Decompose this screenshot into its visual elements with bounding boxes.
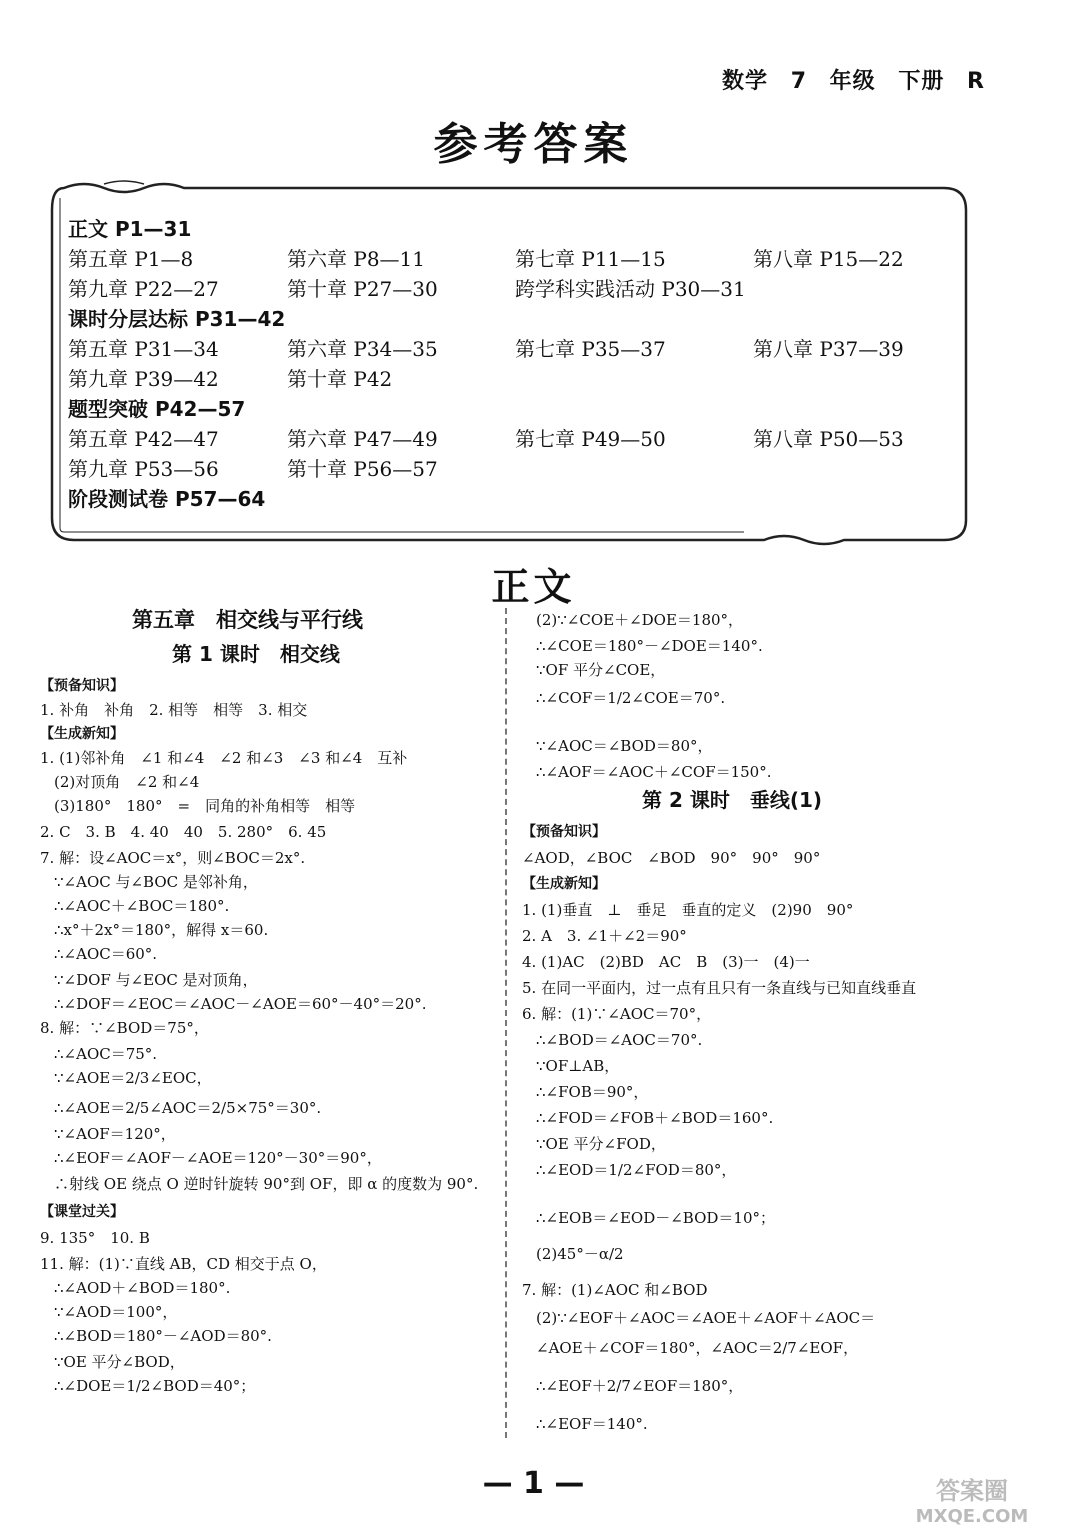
answer-line: (2)∵∠COE＋∠DOE＝180°，: [536, 611, 744, 629]
answer-line: ∴∠EOF＋2/7∠EOF＝180°，: [536, 1377, 744, 1395]
answer-line: ∵∠AOE＝2/3∠EOC，: [54, 1069, 212, 1087]
answer-line: (2)对顶角 ∠2 和∠4: [54, 773, 200, 791]
section-tag: 【预备知识】: [522, 824, 606, 840]
section-heading: 第 2 课时 垂线(1): [642, 788, 823, 812]
main-heading: 正文: [491, 565, 576, 609]
toc-entry: 第六章 P47—49: [287, 427, 438, 451]
answer-line: ∵OE 平分∠BOD，: [54, 1353, 185, 1371]
page-header: [722, 64, 985, 95]
toc-row: [68, 244, 948, 274]
answer-line: 2. A 3. ∠1＋∠2＝90°: [522, 927, 687, 945]
answer-line: ∵OF 平分∠COE，: [536, 661, 666, 679]
toc-entry: 第十章 P27—30: [287, 277, 438, 301]
toc-section-title: 阶段测试卷 P57—64: [68, 487, 266, 511]
watermark-logo: [884, 1478, 1060, 1530]
answer-line: ∴x°＋2x°＝180°，解得 x＝60.: [54, 921, 269, 939]
section-tag: 【生成新知】: [40, 726, 124, 742]
toc-entry: 第五章 P42—47: [68, 427, 219, 451]
toc-entry: 第八章 P15—22: [753, 247, 904, 271]
answer-line: ∴∠DOF＝∠EOC＝∠AOC－∠AOE＝60°－40°＝20°.: [54, 995, 427, 1013]
answer-line: ∵∠DOF 与∠EOC 是对顶角，: [54, 971, 258, 989]
answer-line: (3)180° 180° = 同角的补角相等 相等: [54, 797, 356, 815]
toc-section-title: 课时分层达标 P31—42: [68, 307, 286, 331]
toc-entry: 第五章 P1—8: [68, 247, 194, 271]
answer-line: ∵OF⊥AB，: [536, 1057, 620, 1075]
page-number: — 1 —: [482, 1466, 585, 1501]
toc-section-title: 正文 P1—31: [68, 217, 192, 241]
answer-line: ∠AOD，∠BOC ∠BOD 90° 90° 90°: [522, 849, 821, 867]
toc-row: [68, 274, 948, 304]
toc-section-title: 题型突破 P42—57: [68, 397, 246, 421]
answer-line: 9. 135° 10. B: [40, 1229, 150, 1247]
answer-line: ∴∠EOF＝∠AOF－∠AOE＝120°－30°＝90°，: [54, 1149, 382, 1167]
toc-entry: 第五章 P31—34: [68, 337, 219, 361]
section-tag: 【预备知识】: [40, 678, 124, 694]
watermark-line1: 答案圈: [936, 1477, 1008, 1505]
answer-line: ∴∠AOE＝2/5∠AOC＝2/5×75°＝30°.: [54, 1099, 322, 1117]
answer-line: 2. C 3. B 4. 40 40 5. 280° 6. 45: [40, 823, 327, 841]
answer-line: ∴∠BOD＝∠AOC＝70°.: [536, 1031, 703, 1049]
toc-entry: 第八章 P37—39: [753, 337, 904, 361]
answer-line: ∵OE 平分∠FOD，: [536, 1135, 666, 1153]
toc-entry: 跨学科实践活动 P30—31: [515, 277, 746, 301]
answer-line: ∵∠AOC＝∠BOD＝80°，: [536, 737, 713, 755]
answer-line: ∵∠AOC 与∠BOC 是邻补角，: [54, 873, 258, 891]
toc-list: [68, 214, 948, 514]
section-tag: 【生成新知】: [522, 876, 606, 892]
answer-line: ∴∠COF＝1/2∠COE＝70°.: [536, 689, 726, 707]
toc-row: [68, 454, 948, 484]
answer-line: ∴∠FOD＝∠FOB＋∠BOD＝160°.: [536, 1109, 774, 1127]
toc-entry: 第九章 P39—42: [68, 367, 219, 391]
toc-entry: 第六章 P8—11: [287, 247, 425, 271]
toc-row: [68, 424, 948, 454]
answer-line: 1. (1)垂直 ⊥ 垂足 垂直的定义 (2)90 90°: [522, 901, 854, 919]
toc-entry: 第七章 P35—37: [515, 337, 666, 361]
answer-line: 4. (1)AC (2)BD AC B (3)一 (4)一: [522, 953, 810, 971]
answer-line: ∴∠EOB＝∠EOD－∠BOD＝10°；: [536, 1209, 776, 1227]
answer-line: ∴∠DOE＝1/2∠BOD＝40°；: [54, 1377, 256, 1395]
toc-entry: 第七章 P11—15: [515, 247, 666, 271]
toc-entry: 第十章 P56—57: [287, 457, 438, 481]
answer-line: 5. 在同一平面内，过一点有且只有一条直线与已知直线垂直: [522, 979, 917, 997]
toc-entry: 第九章 P22—27: [68, 277, 219, 301]
page-title: 参考答案: [433, 119, 634, 170]
column-divider: [505, 608, 507, 1438]
toc-entry: 第九章 P53—56: [68, 457, 219, 481]
answer-line: ∠AOE＋∠COF＝180°，∠AOC＝2/7∠EOF，: [536, 1339, 859, 1357]
toc-entry: 第七章 P49—50: [515, 427, 666, 451]
watermark-line2: MXQE.COM: [915, 1506, 1029, 1527]
answer-line: (2)45°－α/2: [536, 1245, 624, 1263]
answer-line: ∴∠AOD＋∠BOD＝180°.: [54, 1279, 231, 1297]
answer-line: 7. 解：(1)∠AOC 和∠BOD: [522, 1281, 708, 1299]
header-grade: 7 年级: [790, 69, 876, 94]
answer-line: ∴∠COE＝180°－∠DOE＝140°.: [536, 637, 763, 655]
answer-line: ∴∠AOC＋∠BOC＝180°.: [54, 897, 230, 915]
answer-line: ∵∠AOF＝120°，: [54, 1125, 176, 1143]
answer-line: ∵∠AOD＝100°，: [54, 1303, 178, 1321]
answer-line: ∴∠FOB＝90°，: [536, 1083, 649, 1101]
toc-row: [68, 334, 948, 364]
answer-line: 11. 解：(1)∵直线 AB，CD 相交于点 O，: [40, 1255, 327, 1273]
answer-line: 1. 补角 补角 2. 相等 相等 3. 相交: [40, 701, 308, 719]
toc-entry: 第八章 P50—53: [753, 427, 904, 451]
answer-line: ∴∠AOC＝75°.: [54, 1045, 158, 1063]
toc-row: [68, 364, 948, 394]
section-heading: 第 1 课时 相交线: [172, 642, 340, 666]
header-volume: 下册: [898, 69, 945, 94]
section-heading: 第五章 相交线与平行线: [132, 608, 363, 632]
section-tag: 【课堂过关】: [40, 1204, 124, 1220]
answer-line: ∴∠AOC＝60°.: [54, 945, 158, 963]
answer-line: 1. (1)邻补角 ∠1 和∠4 ∠2 和∠3 ∠3 和∠4 互补: [40, 749, 408, 767]
answer-line: 7. 解：设∠AOC＝x°，则∠BOC＝2x°.: [40, 849, 306, 867]
answer-line: ∴射线 OE 绕点 O 逆时针旋转 90°到 OF，即 α 的度数为 90°.: [54, 1175, 479, 1193]
answer-line: 6. 解：(1)∵∠AOC＝70°，: [522, 1005, 712, 1023]
header-subject: 数学: [722, 69, 769, 94]
answer-line: ∴∠BOD＝180°－∠AOD＝80°.: [54, 1327, 272, 1345]
toc-entry: 第十章 P42: [287, 367, 393, 391]
answer-line: ∴∠EOF＝140°.: [536, 1415, 648, 1433]
answer-line: (2)∵∠EOF＋∠AOC＝∠AOE＋∠AOF＋∠AOC＝: [536, 1309, 876, 1327]
answer-line: ∴∠AOF＝∠AOC＋∠COF＝150°.: [536, 763, 772, 781]
answer-line: ∴∠EOD＝1/2∠FOD＝80°，: [536, 1161, 737, 1179]
toc-entry: 第六章 P34—35: [287, 337, 438, 361]
answer-line: 8. 解：∵∠BOD＝75°，: [40, 1019, 209, 1037]
header-edition: R: [967, 69, 985, 94]
